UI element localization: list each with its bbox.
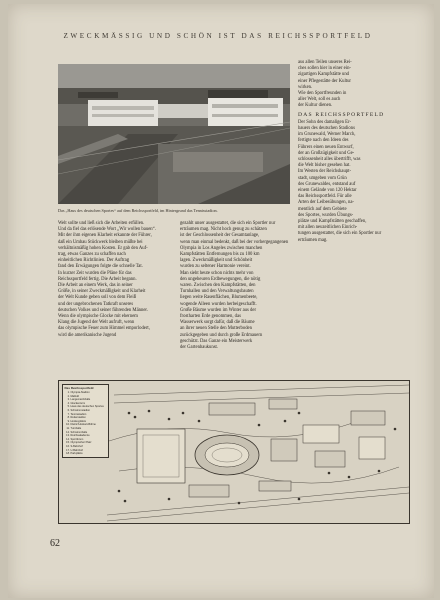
page-number: 62 bbox=[50, 538, 60, 549]
right-column-line: fertigte nach den Ideen des bbox=[298, 138, 349, 144]
left-column-line: fand den Erwägungen folgte die schnelle Tat. bbox=[58, 264, 143, 270]
right-column-line: aller Welt, soll es auch bbox=[298, 97, 341, 103]
photo-illustration bbox=[58, 64, 290, 204]
legend-item: 18. Parkplätze bbox=[71, 452, 107, 456]
legend-item: 5. Haus des deutschen Sportes bbox=[71, 405, 107, 409]
right-column-line: Arten der Leibesübungen, na- bbox=[298, 200, 354, 206]
middle-column-line: erträumen mag. Nicht hoch genug zu schätzen bbox=[180, 227, 267, 233]
middle-column-line: Kampfstätten Entfernungen bis zu 100 km bbox=[180, 252, 260, 258]
legend-item: 12. Schwimmhalle bbox=[71, 431, 107, 435]
legend-item: 17. U-Bahnhof bbox=[71, 449, 107, 453]
running-title: ZWECKMÄSSIG UND SCHÖN IST DAS REICHSSPORTFELD bbox=[63, 32, 373, 40]
legend-item: 14. Sportforum bbox=[71, 438, 107, 442]
left-column-line: Welt sollte und ließ sich die Arbeiten erfüllen. bbox=[58, 221, 145, 226]
legend-item: 10. Dietrich-Eckart-Bühne bbox=[71, 423, 107, 427]
left-column-line: deutschen Volkes und seiner führenden Männer. bbox=[58, 307, 148, 313]
left-column-line: daß ein Umbau Stückwerk bleiben müßte bei bbox=[58, 239, 143, 245]
right-column-line: plätze und Kampfstätten geschaffen, bbox=[298, 219, 367, 225]
right-column-line: mentlich auf dem Gebiete bbox=[298, 206, 347, 212]
right-column-line: des Grunewaldes, entstand auf bbox=[298, 181, 356, 187]
photo-caption: Das „Haus des deutschen Sportes“ auf dem Reichssportfeld, im Hintergrund das Tennisstadion. bbox=[58, 208, 218, 213]
left-column-line: und der ungebrochenen Tatkraft unseres bbox=[58, 301, 134, 307]
right-column-line: der an Großzügigkeit und Ge- bbox=[298, 150, 355, 156]
legend-item: 8. Reiterstadion bbox=[71, 416, 107, 420]
left-column bbox=[58, 221, 172, 339]
middle-column-line: waren. Zwischen den Kampfstätten, den bbox=[180, 283, 256, 289]
map-legend-title: Das Reichssportfeld bbox=[64, 385, 94, 390]
middle-column-line: wenn man einmal bedenkt, daß bei der vorhergegangenen bbox=[180, 239, 289, 245]
legend-item: 11. Turnhalle bbox=[71, 427, 107, 431]
left-column-line: das olympische Feuer zum Himmel emporlodert, bbox=[58, 326, 150, 332]
middle-column-line: Wasserwerk sorgt dafür, daß die Bäume bbox=[180, 320, 255, 326]
left-column-line: Reichssportfeld fertig. Die Arbeit begann. bbox=[58, 276, 137, 282]
right-column-line: im Grunewald, Werner March, bbox=[298, 132, 356, 138]
right-column-line: ches sollen hier in einer ein- bbox=[298, 66, 351, 72]
left-column-line: In kurzer Zeit wurden die Pläne für das bbox=[58, 270, 132, 276]
middle-column-line: gezahlt unser ausgestattet, die sich ein Sportler nur bbox=[180, 221, 276, 226]
legend-item: 6. Schwimmstadion bbox=[71, 409, 107, 413]
right-column-line: der Kultur dienen. bbox=[298, 103, 333, 109]
left-column-line: trag, etwas Ganzes zu schaffen nach bbox=[58, 252, 126, 258]
legend-item: 16. S-Bahnhof bbox=[71, 445, 107, 449]
left-column-line: Klang die Jugend der Welt aufruft, wenn bbox=[58, 320, 135, 326]
site-plan-drawing bbox=[59, 381, 409, 523]
legend-item: 1. Olympia-Stadion bbox=[71, 391, 107, 395]
middle-column-line: den ungeheuren Erdbewegungen, die nötig bbox=[180, 276, 261, 282]
middle-column-line: lagen. Zweckmäßigkeit und Schönheit bbox=[180, 258, 253, 264]
middle-column-line: an ihrer neuen Stelle den Mutterboden bbox=[180, 326, 252, 332]
right-column-line: aus allen Teilen unseres Rei- bbox=[298, 60, 352, 65]
left-column-line: einheitlichen Richtlinien. Der Auftrag bbox=[58, 258, 130, 264]
section-heading: DAS REICHSSPORTFELD bbox=[298, 111, 385, 118]
middle-column bbox=[180, 221, 294, 351]
left-column-line: Größe, in seiner Zweckmäßigkeit und Klarheit bbox=[58, 289, 146, 295]
right-column-line: Führers einen neuen Entwurf, bbox=[298, 144, 354, 150]
right-column-line: einem Gelände von 120 Hektar bbox=[298, 188, 357, 194]
legend-item: 3. Langemarckhalle bbox=[71, 398, 107, 402]
right-column-line: erträumen mag. bbox=[298, 237, 328, 243]
legend-item: 15. Olympischer Platz bbox=[71, 441, 107, 445]
right-column-line: zigartigen Kampfstätte und bbox=[298, 72, 350, 78]
left-column-line: verhältnismäßig hohen Kosten. Er gab den Auf- bbox=[58, 245, 148, 251]
legend-item: 9. Hockeyplätze bbox=[71, 420, 107, 424]
left-column-line: wird die amerikanische Jugend bbox=[58, 332, 117, 338]
middle-column-line: Turnhallen und den Verwaltungsbauten bbox=[180, 289, 254, 295]
right-column-line: das Reichssportfeld. Für alle bbox=[298, 194, 352, 200]
middle-column-line: frostharten Erde genommen, das bbox=[180, 314, 241, 320]
right-column-line: Im Westen der Reichshaupt- bbox=[298, 169, 352, 175]
middle-column-line: ist der Geschlossenheit der Gesamtanlage, bbox=[180, 233, 260, 239]
legend-item: 7. Tennisstadion bbox=[71, 413, 107, 417]
legend-item: 4. Glockenturm bbox=[71, 402, 107, 406]
photo-haus-des-deutschen-sportes bbox=[58, 64, 290, 204]
legend-item: 2. Maifeld bbox=[71, 395, 107, 399]
right-column bbox=[298, 60, 406, 244]
right-column-line: stadt, umgeben vom Grün bbox=[298, 175, 347, 181]
middle-column-line: wurden zu seltener Harmonie vereint. bbox=[180, 264, 251, 270]
legend-item: 13. Reichsakademie bbox=[71, 434, 107, 438]
map-legend bbox=[62, 384, 109, 458]
middle-column-line: der Gartenbaukunst. bbox=[180, 345, 219, 351]
left-column-line: Mit der ihm eigenen Klarheit erkannte der Führer, bbox=[58, 233, 152, 239]
middle-column-line: zurückgegeben und durch große Erdmauern bbox=[180, 332, 263, 338]
middle-column-line: Olympia in Los Angeles zwischen manchen bbox=[180, 245, 263, 251]
right-column-line: bauers des deutschen Stadions bbox=[298, 126, 355, 132]
right-column-line: wirken. bbox=[298, 84, 313, 90]
middle-column-line: Man sieht heute schon nichts mehr von bbox=[180, 270, 254, 276]
map-legend-list bbox=[65, 391, 107, 456]
right-column-line: mit allen neuzeitlichen Einrich- bbox=[298, 225, 358, 231]
right-column-line: einer Pflegestätte der Kultur bbox=[298, 78, 351, 84]
middle-column-line: wogende Alleen wurden herbeigeschafft. bbox=[180, 301, 257, 307]
right-column-line: Der Sohn des damaligen Er- bbox=[298, 119, 352, 125]
left-column-line: Wenn die olympische Glocke mit ehernem bbox=[58, 314, 138, 320]
reichssportfeld-site-plan bbox=[58, 380, 410, 524]
left-column-line: Und da fiel das erlösende Wort „Wir wollen bauen“. bbox=[58, 227, 156, 233]
right-column-line: Wie den Sportfreunden in bbox=[298, 91, 347, 97]
right-column-line: die Welt bisher gesehen hat. bbox=[298, 163, 351, 169]
left-column-line: der Welt Kunde geben soll von dem Fleiß bbox=[58, 295, 137, 301]
middle-column-line: liegen weite Rasenflächen, Blumenbeete, bbox=[180, 295, 258, 301]
middle-column-line: Große Bäume wurden im Winter aus der bbox=[180, 307, 257, 313]
middle-column-line: geschützt. Das Ganze ein Meisterwerk bbox=[180, 338, 253, 344]
right-column-line: schlossenheit alles übertrifft, was bbox=[298, 157, 361, 163]
left-column-line: Die Arbeit an einem Werk, das in seiner bbox=[58, 283, 133, 289]
right-column-line: tungen ausgestattet, die sich ein Sportler nur bbox=[298, 231, 382, 237]
right-column-line: des Sportes, wurden Übungs- bbox=[298, 212, 354, 218]
